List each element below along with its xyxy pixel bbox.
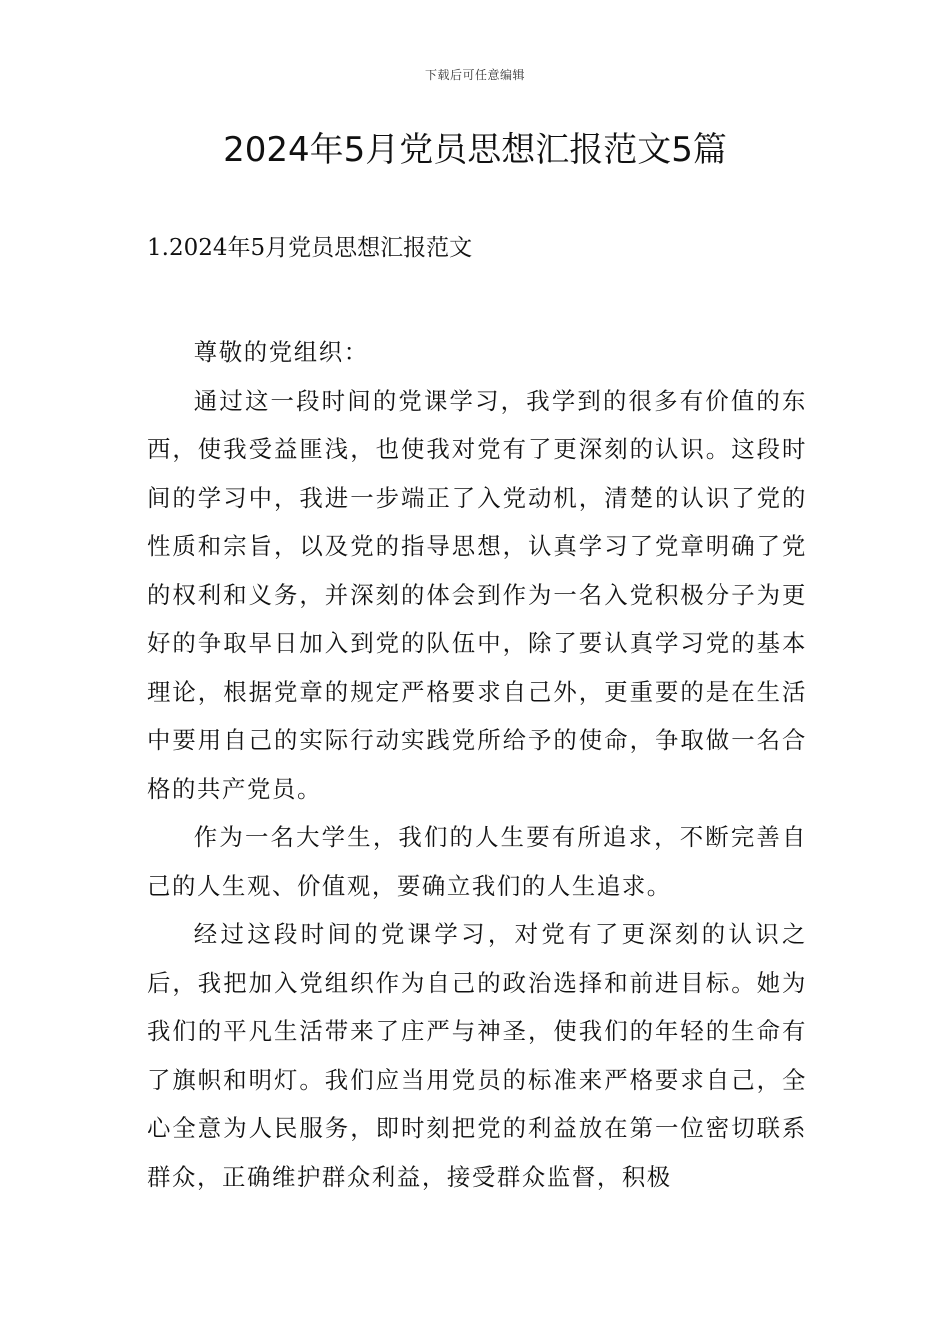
body-text bbox=[147, 328, 807, 1201]
header-note: 下载后可任意编辑 bbox=[424, 68, 525, 82]
paragraph-3: 经过这段时间的党课学习，对党有了更深刻的认识之后，我把加入党组织作为自己的政治选择和前进目标。她为我们的平凡生活带来了庄严与神圣，使我们的年轻的生命有了旗帜和明灯。我们应当用党员的标准来严格要求自己，全心全意为人民服务，即时刻把党的利益放在第一位密切联系群众，正确维护群众利益，接受群众监督，积极 bbox=[147, 920, 807, 1191]
salutation: 尊敬的党组织： bbox=[193, 338, 369, 366]
paragraph-1: 通过这一段时间的党课学习，我学到的很多有价值的东西，使我受益匪浅，也使我对党有了更深刻的认识。这段时间的学习中，我进一步端正了入党动机，清楚的认识了党的性质和宗旨，以及党的指导思想，认真学习了党章明确了党的权利和义务，并深刻的体会到作为一名入党积极分子为更好的争取早日加入到党的队伍中，除了要认真学习党的基本理论，根据党章的规定严格要求自己外，更重要的是在生活中要用自己的实际行动实践党所给予的使命，争取做一名合格的共产党员。 bbox=[147, 386, 807, 803]
document-title: 2024年5月党员思想汇报范文5篇 bbox=[223, 130, 727, 170]
section-heading: 1.2024年5月党员思想汇报范文 bbox=[147, 235, 473, 261]
paragraph-2: 作为一名大学生，我们的人生要有所追求，不断完善自己的人生观、价值观，要确立我们的人生追求。 bbox=[147, 823, 807, 900]
